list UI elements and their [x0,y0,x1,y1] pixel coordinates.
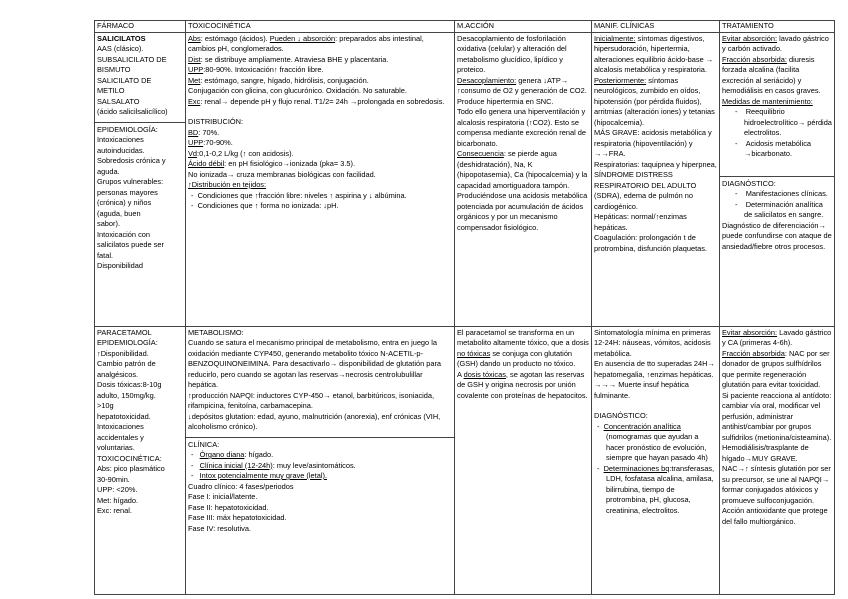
tox-line: UPP: <20%. [97,485,138,494]
nac-line: NAC→↑ síntesis glutatión por ser su precursor, se une al NAPQI→ formar conjugados atóxicos y promueve sulfoconjugación. Acción antioxidante que protege del fallo multiorgánico. [722,464,831,526]
bullet-item: - Concentración analítica (nomogramas que ayudan a hacer pronóstico de evolución, siempre que hayan pasado 4h) [597,421,708,462]
acido-line: Ácido débil: en pH fisiológico→ionizada (pka= 3.5). [188,159,356,168]
desacoplamiento-line: Desacoplamiento: genera ↓ATP→ ↑consumo de O2 y generación de CO2. Produce hipertermia en SNC. [457,75,587,106]
tox-line: 30-90min. [97,474,130,484]
epi-line: (crónica) y niños [97,198,152,207]
bullet-item: - Intox potencialmente muy grave (letal). [191,471,327,480]
respiratorias-line: Respiratorias: taquipnea y hiperpnea, SÍNDROME DISTRESS RESPIRATORIO DEL ADULTO (SDRA), edema de pulmón no cardiogénico. [594,159,717,211]
depositos-line: ↓depósitos glutation: edad, ayuno, malnutrición (anorexia), enf crónicas (VIH, alcoholismo crónico). [188,411,441,431]
epi-line: adulto, 150mg/kg. [97,390,156,400]
clinical-table [94,20,835,595]
maccion-p2: A dosis tóxicas, se agotan las reservas de GSH y origina necrosis por unión covalente con proteínas de hepatocitos. [457,369,588,400]
tox-line: Met: hígado. [97,495,139,505]
epi-line: salicilatos puede ser [97,240,164,249]
fase-line: Fase IV: resolutiva. [188,523,251,533]
header-manifestaciones: MANIF. CLÍNICAS [592,21,720,33]
header-tratamiento: TRATAMIENTO [720,21,835,33]
drug-item: SUBSALICILATO DE [97,54,167,64]
bullet-item: - Reequilibrio hidroelectrolítico→ pérdida electrolitos. [735,107,832,137]
cell-farmaco-paracetamol [95,326,186,594]
clinica-heading: CLÍNICA: [188,439,220,449]
posterior-line: Posteriormente: síntomas neurológicos, zumbido en oídos, hipotensión (por pérdida fluidos), arritmias (alteración iones) y tetanias (hipocalcemia). [594,75,715,127]
dist-line: Dist: se distribuye ampliamente. Atraviesa BHE y placentaria. [188,54,389,64]
epidemiologia-block [95,122,185,272]
upp-line: UPP:80-90%. Intoxicación↑ fracción libre. [188,65,324,74]
drug-item: SALICILATO DE [97,75,152,85]
coagulacion-line: Coagulación: prolongación t de protrombina, disfunción plaquetas. [594,233,707,253]
diag-diferencial: Diagnóstico de diferenciación→ puede confundirse con ataque de ansiedad/fiebre otros procesos. [722,220,832,251]
drug-item: SALSALATO [97,96,140,106]
epi-line: Cambio patrón de [97,359,156,368]
manif-p2: En ausencia de tto superadas 24H→ hepatomegalia, ↑enzimas hepáticas. [594,359,715,379]
bd-line: BD: 70%. [188,127,220,137]
antidoto-line: Si paciente reacciona al antídoto: cambiar vía oral, modificar vel perfusión, administrar antihist/cambiar por grupos sulfidrilos (metionina/cisteamina). [722,390,832,442]
epi-line: analgésicos. [97,369,139,379]
cell-trat-salicilatos [720,32,835,326]
fase-line: Fase II: hepatotoxicidad. [188,502,269,512]
bullet-item: - Acidosis metabólica →bicarbonato. [735,138,812,158]
hepaticas-line: Hepáticas: normal/↑enzimas hepáticas. [594,212,687,232]
epi-line: Intoxicaciones [97,422,144,431]
fase-line: Fase III: máx hepatotoxicidad. [188,513,287,522]
row-salicilatos [95,32,835,326]
drug-item: AAS (clásico). [97,44,144,53]
maccion-p1: El paracetamol se transforma en un metabolito altamente tóxico, que a dosis no tóxicas se conjuga con glutatión (GSH) dando un producto no tóxico. [457,327,589,368]
napqi-line: ↑producción NAPQI: inductores CYP-450→ etanol, barbitúricos, isoniacida, rifampicina, fenitoína, carbamacepina. [188,390,435,410]
cell-toxicocinetica-paracetamol [186,326,455,594]
abs-line: Abs: estómago (ácidos). Pueden ↓ absorción: preparados abs intestinal, cambios pH, conglomerados. [188,33,424,53]
header-mecanismo-accion: M.ACCIÓN [455,21,592,33]
drug-name: SALICILATOS [97,33,146,43]
maccion-p3: Produciéndose una acidosis metabólica potenciada por acumulación de ácidos orgánicos y por un mecanismo compensador fisiológico. [457,191,588,232]
maccion-p1: Desacoplamiento de fosforilación oxidativa (celular) y alteración del metabolismo glucídico, lipídico y proteico. [457,33,567,74]
cell-toxicocinetica-salicilatos [186,32,455,326]
bullet-item: - Determinación analítica de salicilatos en sangre. [735,199,824,219]
tox-heading: TOXICOCINÉTICA: [97,453,162,463]
met-line: Met: estómago, sangre, hígado, hidrólisis, conjugación. [188,75,369,85]
epi-line: EPIDEMIOLOGÍA: [97,124,158,134]
tox-line: Exc: renal. [97,506,132,515]
epi-line: >10g [97,401,114,410]
tox-line: Abs: pico plasmático [97,464,165,473]
epi-line: sabor). [97,219,121,228]
met-paragraph: Cuando se satura el mecanismo principal de metabolismo, entra en juego la oxidación mediante CYP450, generando metabolito tóxico N-ACETIL-p- BENZOQUINONEIMINA. Para desactivarlo→ disponibilidad de glutatión para reducirlo, pero cuando se agotan las reservas→necrosis centrolubulillar hepática. [188,338,442,389]
epi-line: voluntarias. [97,443,135,452]
epi-line: EPIDEMIOLOGÍA: [97,338,158,347]
no-ionizada-line: No ionizada→ cruza membranas biológicas con facilidad. [188,169,376,179]
inicial-line: Inicialmente: síntomas digestivos, hipersudoración, hipertermia, alteraciones equilibrio ácido-base → alcalosis metabólica y respiratoria. [594,33,714,74]
epi-line: autoinducidas. [97,145,145,155]
dist-tejidos-heading: ↑Distribución en tejidos: [188,180,267,189]
evitar-line: Evitar absorción: Lavado gástrico y CA (primeras 4-6h). [722,327,832,347]
diag-heading: DIAGNÓSTICO: [594,411,648,420]
epi-line: Sobredosis crónica y [97,156,166,165]
exc-line: Exc: renal→ depende pH y flujo renal. T1/2= 24h →prolongada en sobredosis. [188,96,445,106]
bullet-item: - Manifestaciones clínicas. [735,189,828,198]
cell-maccion-paracetamol [455,326,592,594]
drug-item: BISMUTO [97,65,131,74]
header-toxicocinetica: TOXICOCINÉTICA [186,21,455,33]
fraccion-line: Fracción absorbida: diuresis forzada alcalina (facilita excreción al seriácido) y hemodiálisis en casos graves. [722,54,821,95]
epi-line: (aguda, buen [97,208,141,218]
cuadro-line: Cuadro clínico: 4 fases/periodos [188,481,294,491]
cell-manif-salicilatos [592,32,720,326]
dist-heading: DISTRIBUCIÓN: [188,117,244,126]
fase-line: Fase I: inicial/latente. [188,492,258,501]
drug-item: METILO [97,86,125,95]
row-paracetamol [95,326,835,594]
consecuencia-line: Consecuencia: se pierde agua (deshidratación), Na, K (hipopotasemia), Ca (hipocalcemia) y la capacidad amortiguadora tampón. [457,149,588,190]
evitar-line: Evitar absorción: lavado gástrico y carbón activado. [722,33,829,53]
epi-line: aguda. [97,166,120,176]
epi-line: ↑Disponibilidad. [97,348,149,358]
conj-line: Conjugación con glicina, con glucurónico. Oxidación. No saturable. [188,86,407,95]
cell-trat-paracetamol [720,326,835,594]
epi-line: Dosis tóxicas:8-10g [97,380,162,389]
manif-p1: Sintomatología mínima en primeras 12-24H: náuseas, vómitos, acidosis metabólica. [594,327,711,358]
fraccion-line: Fracción absorbida: NAC por ser donador de grupos sulfhídrilos que permite regeneración glutatión para evitar toxicidad. [722,348,830,389]
hemodialisis-line: Hemodiálisis/trasplante de hígado→MUY GRAVE. [722,443,809,463]
bullet-item: - Clínica inicial (12-24h): muy leve/asintomáticos. [191,460,356,470]
epi-line: personas mayores [97,187,158,197]
bullet-item: - Determinaciones bq:transferasas, LDH, fosfatasa alcalina, amilasa, bilirrubina, tiempo de protrombina, pH, glucosa, creatinina, electrolitos. [597,463,715,515]
bullet-item: - Condiciones que ↑fracción libre: niveles ↑ aspirina y ↓ albúmina. [191,190,407,200]
epi-line: hepatotoxicidad. [97,411,151,421]
header-row [95,21,835,33]
vd-line: Vd:0,1-0,2 L/kg (↑ con acidosis). [188,148,294,158]
cell-manif-paracetamol [592,326,720,594]
epi-line: Intoxicaciones [97,135,144,144]
maccion-p2: Todo ello genera una hiperventilación y alcalosis respiratoria (↑CO2). Esto se compensa mediante excreción renal de bicarbonato. [457,107,587,148]
epi-line: Disponibilidad [97,261,144,270]
epi-line: Intoxicación con [97,229,150,239]
epi-line: Grupos vulnerables: [97,177,164,186]
epi-line: accidentales y [97,432,144,442]
drug-name: PARACETAMOL [97,327,152,337]
medidas-heading: Medidas de mantenimiento: [722,96,813,106]
epi-line: fatal. [97,250,114,260]
cell-farmaco-salicilatos [95,32,186,326]
met-heading: METABOLISMO: [188,327,244,337]
manif-p3: →→→ Muerte insuf hepática fulminante. [594,380,689,400]
diagnostico-block [720,176,834,253]
grave-line: MÁS GRAVE: acidosis metabólica y respiratoria (hipoventilación) y →→FRA. [594,128,712,158]
upp2-line: UPP:70-90%. [188,138,233,147]
drug-item: (ácido salicilsalicílico) [97,107,168,116]
header-farmaco: FÁRMACO [95,21,186,33]
cell-maccion-salicilatos [455,32,592,326]
bullet-item: - Órgano diana: hígado. [191,450,274,459]
bullet-item: - Condiciones que ↑ forma no ionizada: ↓pH. [191,201,339,210]
diag-heading: DIAGNÓSTICO: [722,178,776,188]
clinica-block [186,437,454,535]
